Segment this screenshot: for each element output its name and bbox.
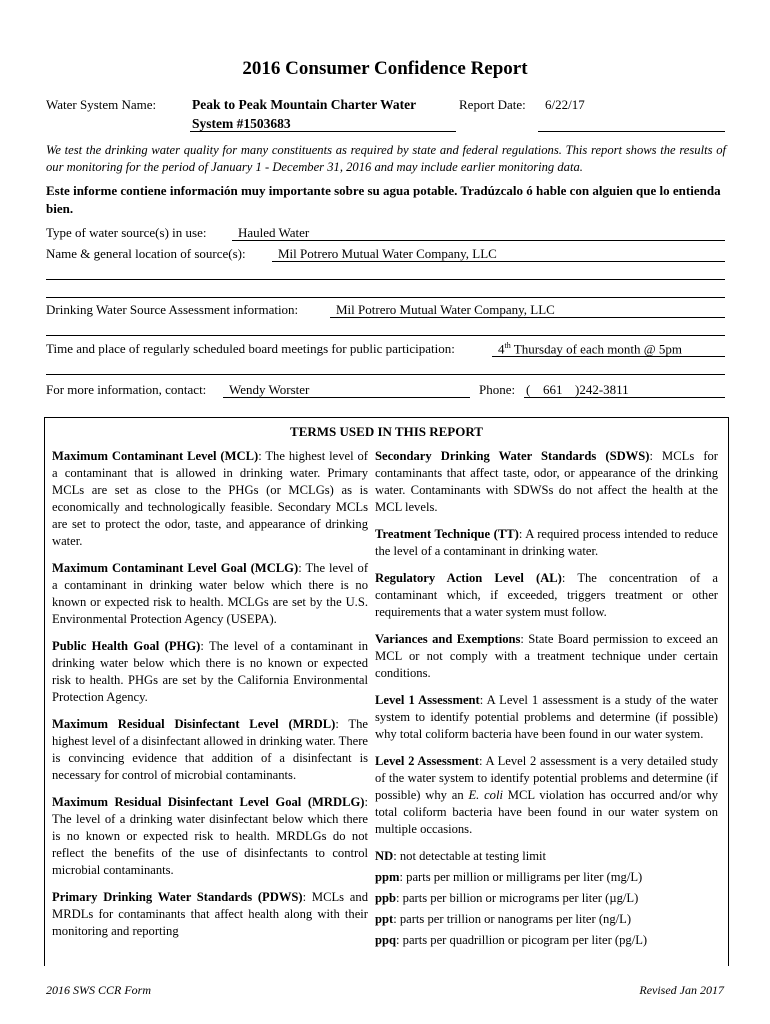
term-definition: : parts per trillion or nanograms per liter (ng/L) bbox=[393, 912, 632, 926]
term-definition-italic: E. coli bbox=[468, 788, 503, 802]
term-name: Public Health Goal (PHG) bbox=[52, 639, 201, 653]
term-name: Maximum Residual Disinfectant Level Goal (MRDLG) bbox=[52, 795, 365, 809]
water-system-label: Water System Name: bbox=[46, 97, 157, 112]
terms-heading: TERMS USED IN THIS REPORT bbox=[290, 424, 483, 439]
term-definition: : MCLs for contaminants that affect taste, odor, or appearance of the drinking water. Contaminants with SDWSs do not affect the health at the MCL levels. bbox=[375, 449, 718, 514]
term-definition: : The level of a contaminant in drinking water below which there is no known or expected risk to health. MCLGs are set by the U.S. Environmental Protection Agency (USEPA). bbox=[52, 561, 369, 626]
footer-form-name: 2016 SWS CCR Form bbox=[46, 983, 151, 997]
water-system-name-line2: System #1503683 bbox=[192, 116, 291, 131]
term-definition: : MCLs and MRDLs for contaminants that affect health along with their monitoring and reporting bbox=[52, 890, 368, 938]
terms-box bbox=[44, 417, 729, 966]
term-name: Maximum Contaminant Level (MCL) bbox=[52, 449, 259, 463]
water-system-underline bbox=[190, 131, 456, 132]
source-type-value: Hauled Water bbox=[238, 225, 310, 240]
footer-revision: Revised Jan 2017 bbox=[639, 983, 724, 997]
term-name: Level 1 Assessment bbox=[375, 693, 480, 707]
term-name: Maximum Contaminant Level Goal (MCLG) bbox=[52, 561, 299, 575]
report-date-underline bbox=[538, 131, 725, 132]
contact-underline bbox=[223, 397, 470, 398]
term-tt bbox=[375, 526, 718, 560]
unit-ppm bbox=[375, 869, 718, 886]
term-name: Regulatory Action Level (AL) bbox=[375, 571, 562, 585]
term-al bbox=[375, 570, 718, 621]
assessment-value: Mil Potrero Mutual Water Company, LLC bbox=[336, 302, 555, 317]
terms-left-column bbox=[52, 448, 368, 950]
assessment-label: Drinking Water Source Assessment information: bbox=[46, 302, 299, 317]
term-name: ND bbox=[375, 849, 394, 863]
term-definition: : A Level 1 assessment is a study of the water system to identify potential problems and determine (if possible) why total coliform bacteria have been found in our water system. bbox=[375, 693, 718, 741]
term-definition: : parts per billion or micrograms per liter (µg/L) bbox=[396, 891, 639, 905]
phone-label: Phone: bbox=[479, 382, 516, 397]
phone-open-paren: ( bbox=[526, 382, 531, 397]
term-name: ppt bbox=[375, 912, 394, 926]
term-name: Variances and Exemptions bbox=[375, 632, 521, 646]
page-title: 2016 Consumer Confidence Report bbox=[242, 58, 528, 79]
blank-line bbox=[46, 374, 725, 375]
term-name: Level 2 Assessment bbox=[375, 754, 479, 768]
term-mrdlg bbox=[52, 794, 368, 879]
unit-ppb bbox=[375, 890, 718, 907]
terms-right-column bbox=[375, 448, 718, 953]
term-phg bbox=[52, 638, 368, 706]
term-name: Primary Drinking Water Standards (PDWS) bbox=[52, 890, 303, 904]
phone-underline bbox=[524, 397, 725, 398]
contact-label: For more information, contact: bbox=[46, 382, 207, 397]
unit-nd bbox=[375, 848, 718, 865]
term-definition: : parts per million or milligrams per liter (mg/L) bbox=[399, 870, 643, 884]
term-pdws bbox=[52, 889, 368, 940]
term-name: ppm bbox=[375, 870, 400, 884]
term-variances bbox=[375, 631, 718, 682]
term-sdws bbox=[375, 448, 718, 516]
term-definition: : not detectable at testing limit bbox=[393, 849, 547, 863]
meetings-value-num: 4 bbox=[498, 341, 505, 357]
unit-ppt bbox=[375, 911, 718, 928]
meetings-label: Time and place of regularly scheduled board meetings for public participation: bbox=[46, 341, 455, 356]
blank-line bbox=[46, 335, 725, 336]
meetings-value-sup: th bbox=[504, 341, 511, 350]
meetings-value bbox=[498, 341, 682, 357]
report-date-value: 6/22/17 bbox=[545, 97, 585, 112]
term-definition: : The level of a drinking water disinfectant below which there is no known or expected risk to health. MRDLGs do not reflect the benefits of the use of disinfectants to control microbial contaminants. bbox=[52, 795, 368, 877]
term-definition: : State Board permission to exceed an MCL or not comply with a treatment technique under certain conditions. bbox=[375, 632, 718, 680]
term-name: Maximum Residual Disinfectant Level (MRDL) bbox=[52, 717, 336, 731]
term-definition: : The highest level of a disinfectant allowed in drinking water. There is convincing evidence that addition of a disinfectant is necessary for control of microbial contaminants. bbox=[52, 717, 369, 782]
intro-paragraph: We test the drinking water quality for many constituents as required by state and federal regulations. This report shows the results of our monitoring for the period of January 1 - December 31, 2016 and may include earlier monitoring data. bbox=[46, 143, 726, 174]
term-mcl bbox=[52, 448, 368, 550]
phone-number: )242-3811 bbox=[575, 382, 629, 397]
term-name: Treatment Technique (TT) bbox=[375, 527, 519, 541]
report-date-label: Report Date: bbox=[459, 97, 526, 112]
source-location-label: Name & general location of source(s): bbox=[46, 246, 246, 261]
blank-line bbox=[46, 279, 725, 280]
term-mrdl bbox=[52, 716, 368, 784]
assessment-underline bbox=[330, 317, 725, 318]
term-definition: : The level of a contaminant in drinking water below which there is no known or expected risk to health. PHGs are set by the California Environmental Protection Agency. bbox=[52, 639, 368, 704]
contact-value: Wendy Worster bbox=[229, 382, 310, 397]
term-definition: : The concentration of a contaminant which, if exceeded, triggers treatment or other requirements that a water system must follow. bbox=[375, 571, 718, 619]
source-type-label: Type of water source(s) in use: bbox=[46, 225, 207, 240]
meetings-underline bbox=[492, 356, 725, 357]
term-name: ppq bbox=[375, 933, 397, 947]
blank-line bbox=[46, 297, 725, 298]
term-definition: : parts per quadrillion or picogram per liter (pg/L) bbox=[396, 933, 648, 947]
water-system-name-line1: Peak to Peak Mountain Charter Water bbox=[192, 97, 417, 112]
source-type-underline bbox=[232, 240, 725, 241]
term-definition: : The highest level of a contaminant that is allowed in drinking water. Primary MCLs are set as close to the PHGs (or MCLGs) as is economically and technologically feasible. Secondary MCLs are set to protect the odor, taste, and appearance of drinking water. bbox=[52, 449, 368, 548]
source-location-value: Mil Potrero Mutual Water Company, LLC bbox=[278, 246, 497, 261]
phone-area-code: 661 bbox=[543, 382, 563, 397]
term-definition: : A Level 2 assessment is a very detailed study of the water system to identify potential problems and determine (if possible) why an bbox=[375, 754, 718, 802]
term-level1 bbox=[375, 692, 718, 743]
term-name: ppb bbox=[375, 891, 397, 905]
term-mclg bbox=[52, 560, 368, 628]
source-location-underline bbox=[272, 261, 725, 262]
term-level2 bbox=[375, 753, 718, 838]
meetings-value-rest: Thursday of each month @ 5pm bbox=[510, 341, 683, 357]
term-name: Secondary Drinking Water Standards (SDWS) bbox=[375, 449, 650, 463]
spanish-notice: Este informe contiene información muy importante sobre su agua potable. Tradúzcalo ó hable con alguien que lo entienda bien. bbox=[46, 183, 721, 216]
term-definition: MCL violation has occurred and/or why total coliform bacteria have been found in our water system on multiple occasions. bbox=[375, 788, 719, 836]
unit-ppq bbox=[375, 932, 718, 949]
term-definition: : A required process intended to reduce the level of a contaminant in drinking water. bbox=[375, 527, 718, 558]
